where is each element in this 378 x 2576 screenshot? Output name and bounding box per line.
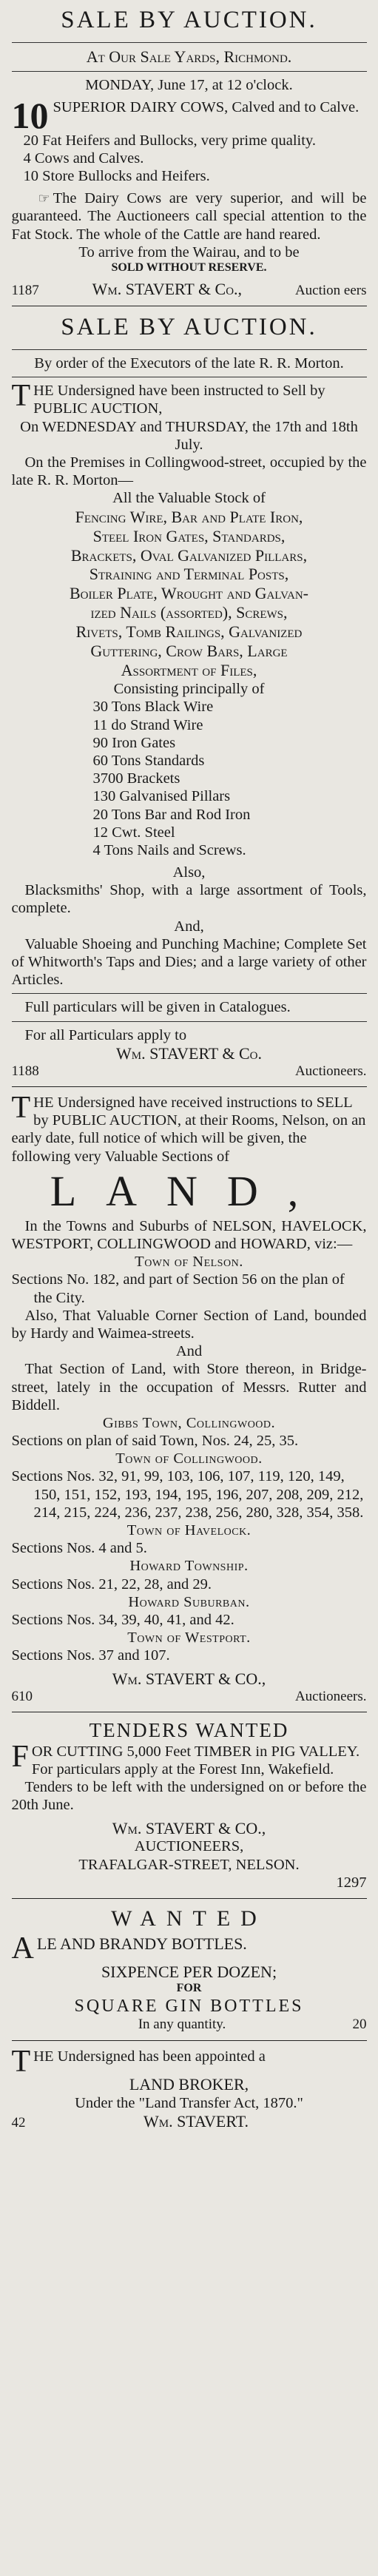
pointing-hand-icon: ☞ <box>38 191 50 206</box>
signature-line <box>12 1063 367 1080</box>
gibbs-heading: Gibbs Town, Collingwood. <box>102 1414 276 1431</box>
consisting-line: Consisting principally of <box>113 681 265 698</box>
ad-land-broker <box>11 2044 367 2132</box>
signer: Wm. STAVERT. <box>143 2112 249 2131</box>
stock-line: Steel Iron Gates, Standards, <box>92 526 286 545</box>
price-line: SIXPENCE PER DOZEN; <box>101 1963 277 1982</box>
ad-bottles-wanted <box>12 1906 367 2034</box>
item-line: 60 Tons Standards <box>92 752 205 769</box>
signer: Wm. STAVERT & Co., <box>92 279 243 298</box>
signer: Wm. STAVERT & CO., <box>112 1669 266 1688</box>
collingwood-sections: Sections Nos. 32, 91, 99, 103, 106, 107, 119, 120, 149, 150, 151, 152, 193, 194, 195, 196, 207, 208, 209, 212, 214, 215, 224, 236, 237, 238, 256, 280, 328, 354, 358. <box>11 1468 364 1521</box>
gibbs-sections: Sections on plan of said Town, Nos. 24, 25, 35. <box>11 1433 299 1450</box>
divider <box>12 1021 367 1022</box>
ad-heading: WANTED <box>111 1906 267 1931</box>
ad-separator <box>12 2040 367 2041</box>
sale-date: MONDAY, June 17, at 12 o'clock. <box>85 76 293 93</box>
howard-sections: Sections Nos. 21, 22, 28, and 29. <box>11 1575 212 1593</box>
for-line: FOR <box>176 1982 202 1995</box>
sale-note-text: The Dairy Cows are very superior, and will be guaranteed. The Auctioneers call special attention to the Fat Stock. The whole of the Cattle are hand reared. <box>11 190 367 243</box>
havelock-sections: Sections Nos. 4 and 5. <box>11 1540 147 1557</box>
howard-suburban-heading: Howard Suburban. <box>128 1593 250 1610</box>
stock-line: Brackets, Oval Galvanized Pillars, <box>70 545 308 565</box>
signer: Wm. STAVERT & CO., <box>112 1818 266 1837</box>
stock-line: Guttering, Crow Bars, Large <box>90 642 288 661</box>
tender-deadline: Tenders to be left with the undersigned on or before the 20th June. <box>11 1779 367 1814</box>
sale-days: On WEDNESDAY and THURSDAY, the 17th and 18th July. <box>20 418 358 453</box>
intro-paragraph <box>11 379 367 417</box>
drop-cap: F <box>11 1739 29 1774</box>
signer: Wm. STAVERT & Co. <box>116 1043 262 1063</box>
catalogues-line: Full particulars will be given in Catalogues. <box>24 999 291 1016</box>
ad-heading: TENDERS WANTED <box>89 1718 289 1741</box>
lot-2: 20 Fat Heifers and Bullocks, very prime quality. <box>23 132 316 149</box>
towns-line: In the Towns and Suburbs of NELSON, HAVELOCK, WESTPORT, COLLINGWOOD and HOWARD, viz:— <box>11 1217 367 1253</box>
westport-sections: Sections Nos. 37 and 107. <box>11 1647 170 1664</box>
signer-role: Auction eers <box>294 282 367 298</box>
also-line: Also, <box>172 864 206 881</box>
item-line: 11 do Strand Wire <box>92 716 203 733</box>
stock-line: ized Nails (assorted), Screws, <box>90 603 288 622</box>
ad-ref: 1188 <box>11 1063 39 1079</box>
broker-act: Under the "Land Transfer Act, 1870." <box>75 2095 303 2112</box>
ad-ref: 1297 <box>336 1874 367 1891</box>
lot-4: 10 Store Bullocks and Heifers. <box>23 167 210 184</box>
corner-section-line: Also, That Valuable Corner Section of Land, bounded by Hardy and Waimea-streets. <box>11 1307 367 1342</box>
sale-venue: At Our Sale Yards, Richmond. <box>86 47 292 66</box>
collingwood-heading: Town of Collingwood. <box>115 1450 263 1467</box>
broker-line <box>11 2044 367 2079</box>
drop-cap: A <box>11 1931 34 1966</box>
stock-line: Boiler Plate, Wrought and Galvan- <box>70 584 308 603</box>
item-list <box>93 698 367 859</box>
and-line: And, <box>174 918 204 935</box>
nelson-sections: Sections No. 182, and part of Section 56 on the plan of the City. <box>11 1271 345 1306</box>
ad-ref: 1187 <box>11 282 39 298</box>
reserve-line: SOLD WITHOUT RESERVE. <box>111 260 267 274</box>
signature-line <box>12 2112 367 2131</box>
drop-cap: T <box>11 2044 31 2079</box>
sale-note <box>12 189 367 243</box>
divider <box>12 42 367 43</box>
stock-intro: All the Valuable Stock of <box>112 490 266 507</box>
ad-separator <box>12 1086 367 1087</box>
ad-separator <box>12 1898 367 1899</box>
divider <box>12 71 367 72</box>
stock-line: Assortment of Files, <box>121 661 257 680</box>
intro-text: HE Undersigned have been instructed to Sell by PUBLIC AUCTION, <box>33 383 325 417</box>
drop-cap: T <box>11 379 31 414</box>
item-line: 3700 Brackets <box>92 770 180 787</box>
item-line: 12 Cwt. Steel <box>92 824 175 841</box>
nelson-heading: Town of Nelson. <box>135 1254 243 1271</box>
tender-paragraph <box>11 1739 367 1778</box>
westport-heading: Town of Westport. <box>127 1630 251 1647</box>
divider <box>12 349 367 350</box>
quantity-line <box>12 2017 367 2033</box>
ad-land-sections-sale <box>11 1091 367 1705</box>
executors-line: By order of the Executors of the late R. R. Morton. <box>34 355 344 372</box>
signer-role: Auctioneers. <box>294 1063 367 1079</box>
havelock-heading: Town of Havelock. <box>126 1522 252 1539</box>
ad-ref: 20 <box>352 2017 367 2033</box>
land-heading: LAND, <box>50 1166 328 1215</box>
ad-ref: 610 <box>11 1688 33 1704</box>
bridge-street-line: That Section of Land, with Store thereon, in Bridge-street, lately in the occupation of Messrs. Rutter and Biddell. <box>11 1361 367 1413</box>
arrive-line: To arrive from the Wairau, and to be <box>78 243 300 260</box>
intro-paragraph <box>11 1091 367 1166</box>
item-line: 90 Iron Gates <box>92 734 176 751</box>
ad-heading: SALE BY AUCTION. <box>61 7 317 33</box>
lot-1 <box>11 95 367 137</box>
signer-address: TRAFALGAR-STREET, NELSON. <box>78 1856 300 1873</box>
tender-text: OR CUTTING 5,000 Feet TIMBER in PIG VALLEY. For particulars apply at the Forest Inn, Wakefield. <box>31 1743 360 1778</box>
drop-cap: T <box>11 1091 31 1126</box>
stock-line: Fencing Wire, Bar and Plate Iron, <box>75 507 303 526</box>
item-line: 4 Tons Nails and Screws. <box>92 841 246 858</box>
howard-heading: Howard Township. <box>129 1558 249 1575</box>
broker-text: HE Undersigned has been appointed a <box>33 2048 266 2065</box>
lot-3: 4 Cows and Calves. <box>23 149 144 167</box>
quantity-text: In any quantity. <box>138 2017 226 2033</box>
apply-line: For all Particulars apply to <box>24 1026 187 1043</box>
broker-role: LAND BROKER, <box>129 2075 249 2094</box>
howard-suburban-sections: Sections Nos. 34, 39, 40, 41, and 42. <box>11 1611 234 1628</box>
square-gin-line: SQUARE GIN BOTTLES <box>74 1996 304 2016</box>
ad-richmond-cattle-sale <box>12 6 367 299</box>
bottles-line <box>11 1931 367 1966</box>
lot-1-text: SUPERIOR DAIRY COWS, Calved and to Calve. <box>53 99 360 116</box>
bottles-text: LE AND BRANDY BOTTLES. <box>36 1934 247 1954</box>
ad-tenders-wanted <box>12 1719 367 1891</box>
premises-line: On the Premises in Collingwood-street, occupied by the late R. R. Morton— <box>11 454 367 489</box>
ad-ref: 42 <box>11 2115 26 2131</box>
intro-text: HE Undersigned have received instructions to SELL by PUBLIC AUCTION, at their Rooms, Nelson, on an early date, full notice of which will be given, the following very Valuable Sections of <box>11 1094 366 1165</box>
newspaper-column <box>12 0 367 2132</box>
item-line: 130 Galvanised Pillars <box>92 788 231 805</box>
signer-role: Auctioneers. <box>294 1688 367 1704</box>
machine-line: Valuable Shoeing and Punching Machine; Complete Set of Whitworth's Taps and Dies; and a large variety of other Articles. <box>11 935 367 989</box>
item-line: 20 Tons Bar and Rod Iron <box>92 806 251 823</box>
ad-morton-estate-sale <box>12 313 367 1080</box>
lot-count: 10 <box>11 95 49 137</box>
stock-line: Rivets, Tomb Railings, Galvanized <box>75 622 303 642</box>
blacksmith-line: Blacksmiths' Shop, with a large assortment of Tools, complete. <box>11 882 367 917</box>
signature-line <box>12 280 367 299</box>
stock-lines <box>12 508 367 681</box>
divider <box>12 993 367 994</box>
and-line: And <box>175 1343 203 1360</box>
signature-line <box>12 1689 367 1705</box>
item-line: 30 Tons Black Wire <box>92 699 214 716</box>
signer-role: AUCTIONEERS, <box>134 1838 244 1855</box>
ad-heading: SALE BY AUCTION. <box>61 314 317 341</box>
stock-line: Straining and Terminal Posts, <box>89 565 289 584</box>
